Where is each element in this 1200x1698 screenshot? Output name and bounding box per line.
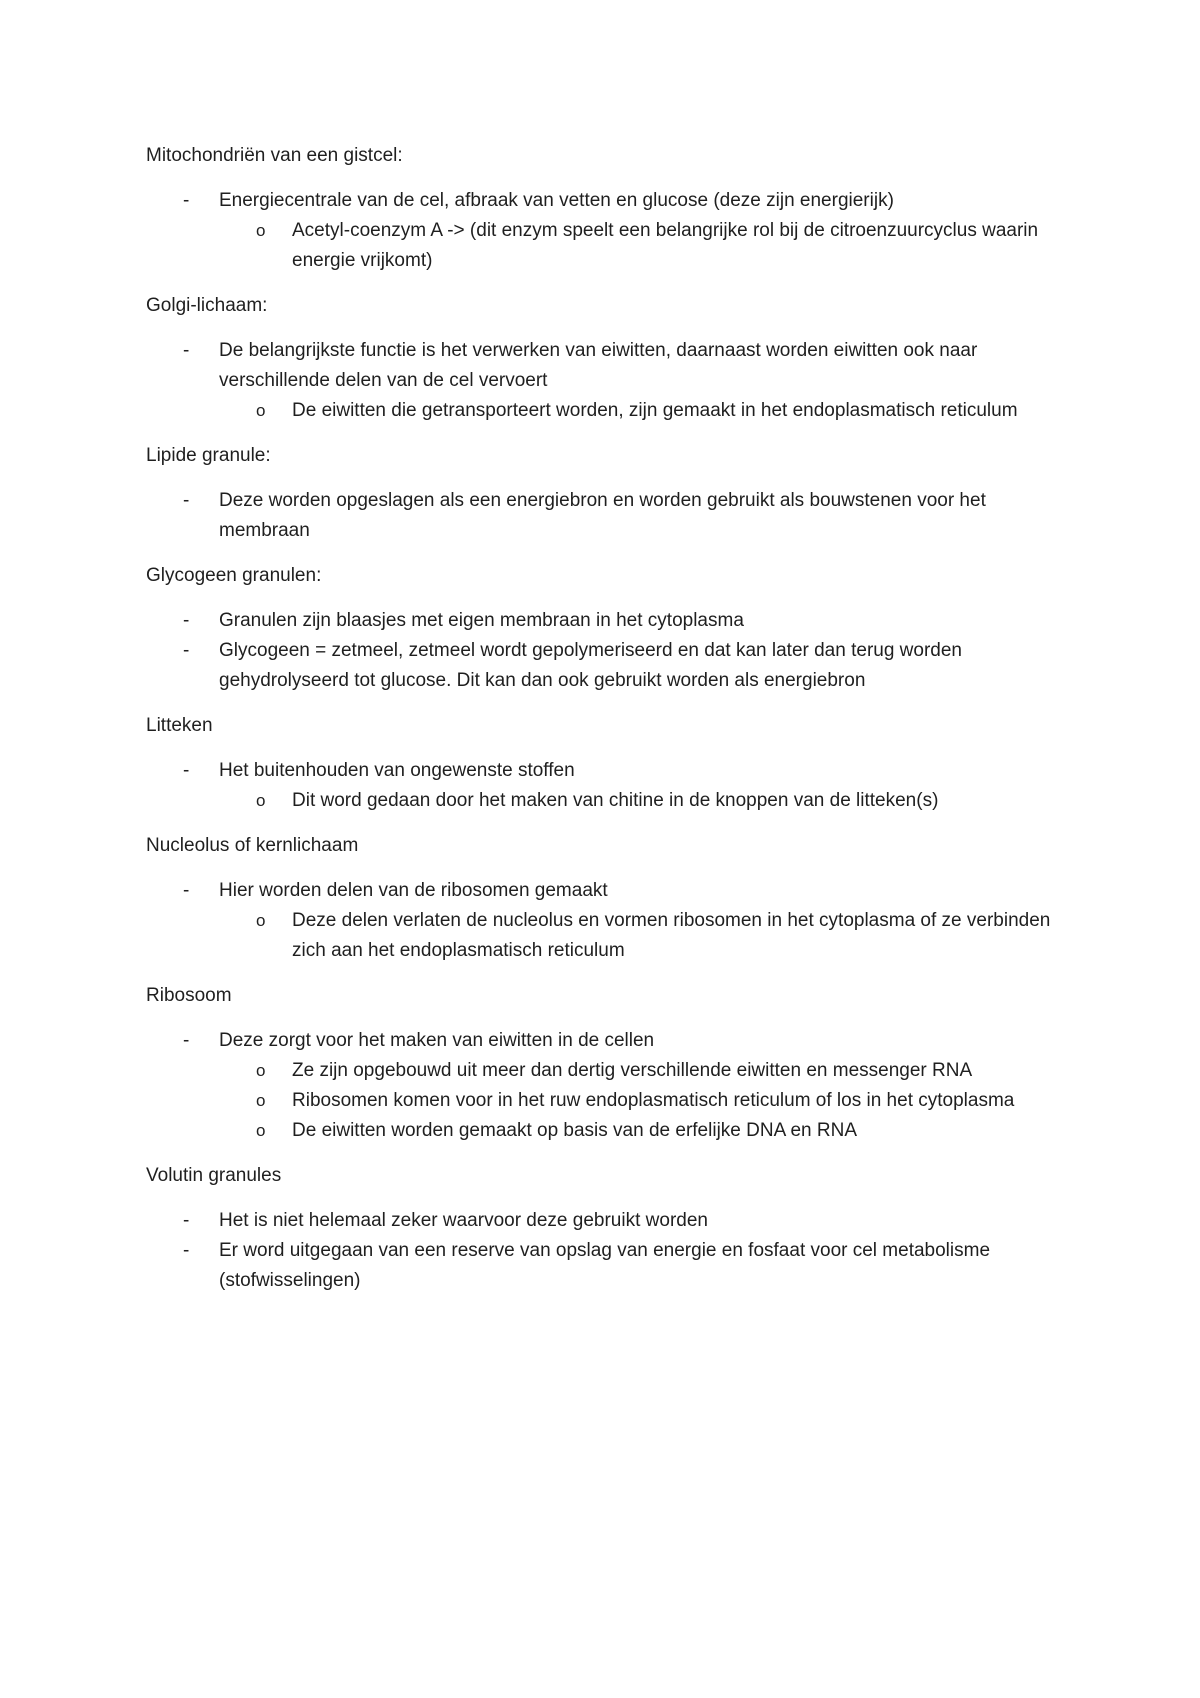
- circle-bullet: o: [256, 401, 266, 420]
- dash-bullet: -: [183, 610, 190, 631]
- section: [146, 441, 1066, 546]
- sub-list-item: [219, 396, 1066, 426]
- section-heading: Ribosoom: [146, 985, 232, 1006]
- section: [146, 981, 1066, 1146]
- dash-bullet: -: [183, 1030, 190, 1051]
- dash-bullet: -: [183, 640, 190, 661]
- sub-list: [219, 396, 1066, 426]
- bullet-list: [146, 756, 1066, 816]
- list-item-text: Het buitenhouden van ongewenste stoffen: [219, 760, 575, 781]
- list-item-text: Het is niet helemaal zeker waarvoor deze gebruikt worden: [219, 1210, 708, 1231]
- sub-list: [219, 906, 1066, 966]
- section-heading: Volutin granules: [146, 1165, 282, 1186]
- section: [146, 141, 1066, 276]
- list-item-text: Deze zorgt voor het maken van eiwitten in de cellen: [219, 1030, 655, 1051]
- dash-bullet: -: [183, 190, 190, 211]
- list-item: [146, 1236, 1066, 1296]
- list-item: [146, 486, 1066, 546]
- sub-list-item-text: De eiwitten die getransporteert worden, zijn gemaakt in het endoplasmatisch reticulum: [292, 400, 1018, 421]
- sub-list-item: [219, 1056, 1066, 1086]
- bullet-list: [146, 876, 1066, 966]
- bullet-list: [146, 186, 1066, 276]
- sub-list-item-text: Acetyl-coenzym A -> (dit enzym speelt een belangrijke rol bij de citroenzuurcyclus waarin energie vrijkomt): [292, 220, 1039, 271]
- section: [146, 831, 1066, 966]
- section-heading: Nucleolus of kernlichaam: [146, 835, 359, 856]
- bullet-list: [146, 1026, 1066, 1146]
- sub-list-item-text: Ze zijn opgebouwd uit meer dan dertig verschillende eiwitten en messenger RNA: [292, 1060, 973, 1081]
- list-item-text: Hier worden delen van de ribosomen gemaakt: [219, 880, 608, 901]
- dash-bullet: -: [183, 880, 190, 901]
- dash-bullet: -: [183, 340, 190, 361]
- list-item: [146, 636, 1066, 696]
- dash-bullet: -: [183, 760, 190, 781]
- circle-bullet: o: [256, 221, 266, 240]
- section-heading: Golgi-lichaam:: [146, 295, 268, 316]
- list-item: [146, 186, 1066, 276]
- sub-list: [219, 216, 1066, 276]
- dash-bullet: -: [183, 1210, 190, 1231]
- sub-list-item: [219, 1086, 1066, 1116]
- section: [146, 1161, 1066, 1296]
- circle-bullet: o: [256, 791, 266, 810]
- sub-list-item: [219, 786, 1066, 816]
- bullet-list: [146, 606, 1066, 696]
- list-item: [146, 336, 1066, 426]
- sub-list: [219, 1056, 1066, 1146]
- bullet-list: [146, 336, 1066, 426]
- list-item-text: De belangrijkste functie is het verwerken van eiwitten, daarnaast worden eiwitten ook naar verschillende delen van de cel vervoert: [219, 340, 978, 391]
- sub-list: [219, 786, 1066, 816]
- circle-bullet: o: [256, 1121, 266, 1140]
- circle-bullet: o: [256, 911, 266, 930]
- dash-bullet: -: [183, 490, 190, 511]
- section-heading: Litteken: [146, 715, 213, 736]
- document-body: [146, 141, 1066, 1311]
- bullet-list: [146, 1206, 1066, 1296]
- section: [146, 711, 1066, 816]
- list-item-text: Er word uitgegaan van een reserve van opslag van energie en fosfaat voor cel metabolisme (stofwisselingen): [219, 1240, 991, 1291]
- circle-bullet: o: [256, 1061, 266, 1080]
- sub-list-item: [219, 1116, 1066, 1146]
- section-heading: Glycogeen granulen:: [146, 565, 322, 586]
- sub-list-item-text: Ribosomen komen voor in het ruw endoplasmatisch reticulum of los in het cytoplasma: [292, 1090, 1015, 1111]
- list-item: [146, 756, 1066, 816]
- list-item: [146, 606, 1066, 636]
- list-item-text: Deze worden opgeslagen als een energiebron en worden gebruikt als bouwstenen voor het membraan: [219, 490, 986, 541]
- list-item: [146, 1206, 1066, 1236]
- section-heading: Lipide granule:: [146, 445, 271, 466]
- bullet-list: [146, 486, 1066, 546]
- sub-list-item: [219, 906, 1066, 966]
- sub-list-item-text: De eiwitten worden gemaakt op basis van de erfelijke DNA en RNA: [292, 1120, 858, 1141]
- list-item: [146, 876, 1066, 966]
- list-item-text: Glycogeen = zetmeel, zetmeel wordt gepolymeriseerd en dat kan later dan terug worden gehydrolyseerd tot glucose. Dit kan dan ook gebruikt worden als energiebron: [219, 640, 962, 691]
- sub-list-item-text: Dit word gedaan door het maken van chitine in de knoppen van de litteken(s): [292, 790, 939, 811]
- section-heading: Mitochondriën van een gistcel:: [146, 145, 403, 166]
- sub-list-item-text: Deze delen verlaten de nucleolus en vormen ribosomen in het cytoplasma of ze verbinden zich aan het endoplasmatisch reticulum: [292, 910, 1051, 961]
- section: [146, 561, 1066, 696]
- sub-list-item: [219, 216, 1066, 276]
- list-item-text: Energiecentrale van de cel, afbraak van vetten en glucose (deze zijn energierijk): [219, 190, 894, 211]
- list-item: [146, 1026, 1066, 1146]
- circle-bullet: o: [256, 1091, 266, 1110]
- section: [146, 291, 1066, 426]
- dash-bullet: -: [183, 1240, 190, 1261]
- list-item-text: Granulen zijn blaasjes met eigen membraan in het cytoplasma: [219, 610, 744, 631]
